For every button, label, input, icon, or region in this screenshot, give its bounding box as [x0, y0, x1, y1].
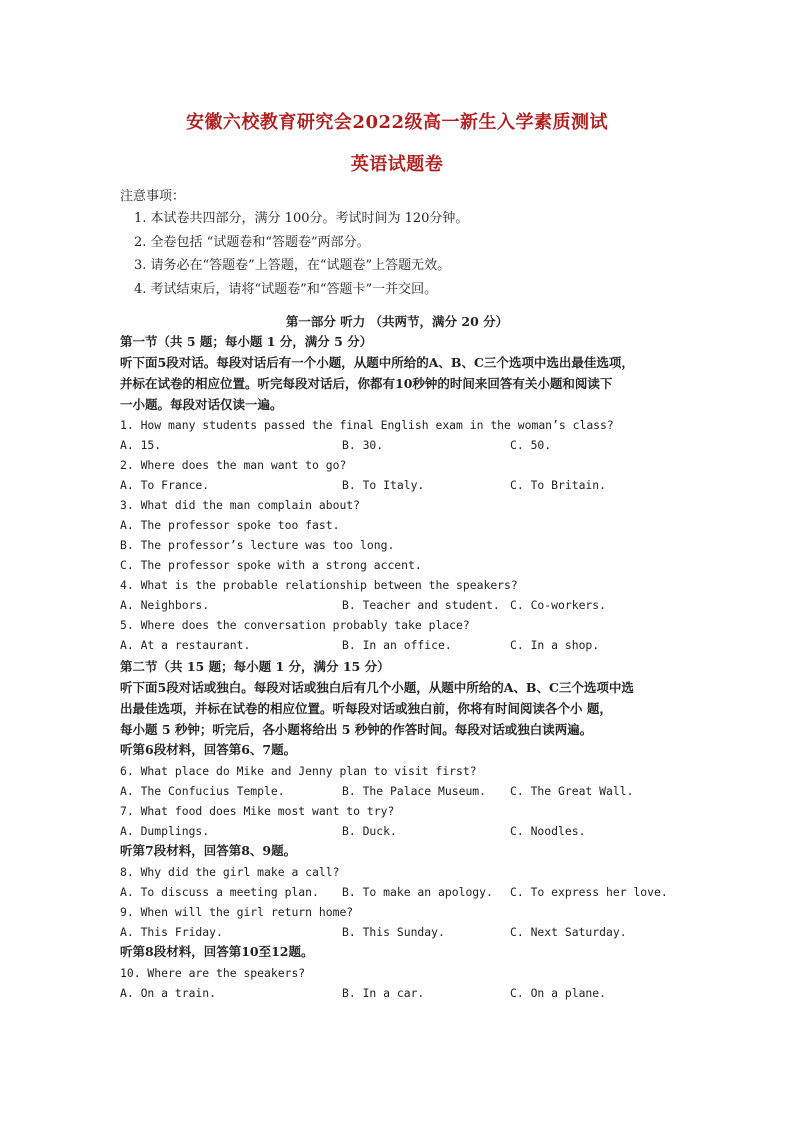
note-item: 3. 请务必在“答题卷”上答题，在“试题卷”上答题无效。 [134, 258, 451, 273]
question-4-options [120, 595, 675, 615]
option-c: C. To express her love. [510, 885, 668, 899]
notes-heading: 注意事项： [120, 189, 186, 204]
notes-list [134, 207, 468, 301]
option-c: C. 50. [510, 438, 552, 452]
question-5-options [120, 635, 675, 655]
question-2: 2. Where does the man want to go? [120, 458, 347, 472]
material-8-heading: 听第8段材料，回答第10至12题。 [120, 944, 314, 959]
option-a: A. The Confucius Temple. [120, 784, 285, 798]
option-b: B. In a car. [342, 986, 425, 1000]
option-a: A. On a train. [120, 986, 217, 1000]
question-6: 6. What place do Mike and Jenny plan to visit first? [120, 764, 477, 778]
listening-content [120, 330, 675, 1003]
question-8-options [120, 882, 675, 902]
option-b: B. In an office. [342, 638, 452, 652]
option-b: B. The Palace Museum. [342, 784, 487, 798]
question-7-options [120, 821, 675, 841]
option-a: A. The professor spoke too fast. [120, 518, 340, 532]
question-1: 1. How many students passed the final English exam in the woman’s class? [120, 418, 614, 432]
question-4: 4. What is the probable relationship between the speakers? [120, 578, 518, 592]
option-a: A. To discuss a meeting plan. [120, 885, 319, 899]
option-a: A. 15. [120, 438, 162, 452]
exam-title: 安徽六校教育研究会2022级高一新生入学素质测试 [185, 112, 609, 133]
note-item: 4. 考试结束后，请将“试题卷”和“答题卡”一并交回。 [134, 281, 438, 297]
option-a: A. This Friday. [120, 925, 223, 939]
option-b: B. To make an apology. [342, 885, 493, 899]
option-a: A. At a restaurant. [120, 638, 251, 652]
exam-subtitle: 英语试题卷 [350, 154, 444, 175]
question-6-options [120, 781, 675, 801]
option-b: B. 30. [342, 438, 384, 452]
option-c: C. The professor spoke with a strong accent. [120, 558, 422, 572]
option-c: C. Noodles. [510, 824, 586, 838]
option-b: B. To Italy. [342, 478, 425, 492]
section2-heading: 第二节（共 15 题；每小题 1 分，满分 15 分） [120, 659, 390, 674]
question-8: 8. Why did the girl make a call? [120, 865, 340, 879]
question-7: 7. What food does Mike most want to try? [120, 804, 395, 818]
material-6-heading: 听第6段材料，回答第6、7题。 [120, 742, 297, 757]
question-2-options [120, 475, 675, 495]
note-item: 2. 全卷包括 “试题卷和“答题卷”两部分。 [134, 234, 370, 250]
question-1-options [120, 435, 675, 455]
section1-directions: 听下面5段对话。每段对话后有一个小题，从题中所给的A、B、C三个选项中选出最佳选项， 并标在试卷的相应位置。听完每段对话后，你都有10秒钟的时间来回答有关小题和阅读下 一小题。每段对话仅读一遍。 [120, 355, 634, 412]
question-9-options [120, 922, 675, 942]
question-10: 10. Where are the speakers? [120, 966, 306, 980]
option-c: C. The Great Wall. [510, 784, 634, 798]
option-b: B. This Sunday. [342, 925, 445, 939]
option-a: A. Dumplings. [120, 824, 210, 838]
option-c: C. To Britain. [510, 478, 607, 492]
question-5: 5. Where does the conversation probably take place? [120, 618, 470, 632]
question-9: 9. When will the girl return home? [120, 905, 354, 919]
question-10-options [120, 983, 675, 1003]
option-c: C. In a shop. [510, 638, 600, 652]
option-c: C. Next Saturday. [510, 925, 627, 939]
section2-directions: 听下面5段对话或独白。每段对话或独白后有几个小题，从题中所给的A、B、C三个选项中选 出最佳选项，并标在试卷的相应位置。听每段对话或独白前，你将有时间阅读各个小 题， 每小题 5 秒钟；听完后，各小题将给出 5 秒钟的作答时间。每段对话或独白读两遍。 [120, 680, 634, 737]
option-a: A. Neighbors. [120, 598, 210, 612]
question-3: 3. What did the man complain about? [120, 498, 361, 512]
option-b: B. The professor’s lecture was too long. [120, 538, 395, 552]
note-item: 1. 本试卷共四部分，满分 100分。考试时间为 120分钟。 [134, 211, 469, 226]
section1-heading: 第一节（共 5 题；每小题 1 分，满分 5 分） [120, 334, 373, 349]
part1-heading: 第一部分 听力 （共两节，满分 20 分） [285, 314, 509, 329]
option-c: C. On a plane. [510, 986, 607, 1000]
option-b: B. Teacher and student. [342, 598, 500, 612]
option-c: C. Co-workers. [510, 598, 607, 612]
material-7-heading: 听第7段材料，回答第8、9题。 [120, 843, 297, 858]
option-a: A. To France. [120, 478, 210, 492]
option-b: B. Duck. [342, 824, 397, 838]
